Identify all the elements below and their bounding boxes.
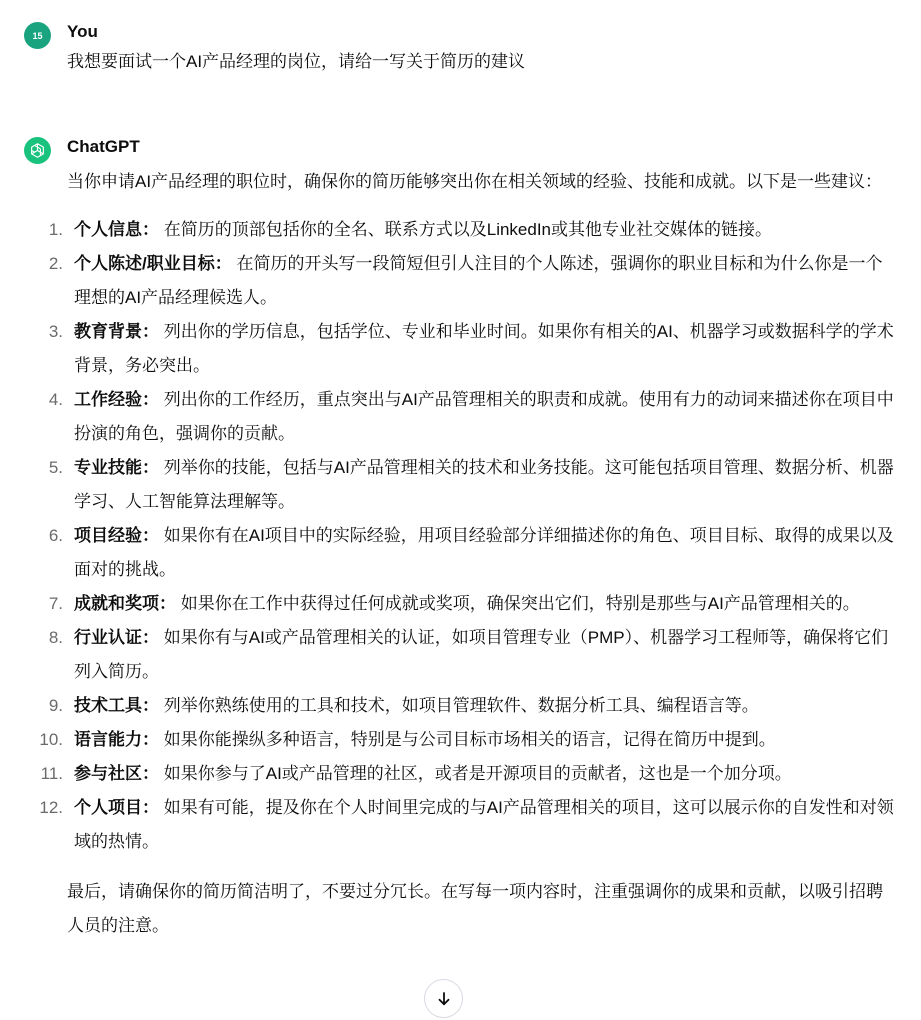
list-item-text: 在简历的顶部包括你的全名、联系方式以及LinkedIn或其他专业社交媒体的链接。 [163, 220, 773, 239]
list-item-title: 技术工具： [74, 696, 159, 715]
assistant-intro: 当你申请AI产品经理的职位时，确保你的简历能够突出你在相关领域的经验、技能和成就。以下是一些建议： [67, 172, 883, 191]
list-item-text: 如果你有与AI或产品管理相关的认证，如项目管理专业（PMP）、机器学习工程师等，确保将它们列入简历。 [74, 628, 889, 681]
list-item-title: 行业认证： [74, 628, 159, 647]
list-item-title: 个人项目： [74, 798, 159, 817]
list-item-text: 如果你有在AI项目中的实际经验，用项目经验部分详细描述你的角色、项目目标、取得的成果以及面对的挑战。 [74, 526, 894, 579]
user-author-name: You [67, 22, 98, 41]
list-item [48, 621, 896, 689]
list-item-title: 个人陈述/职业目标： [74, 254, 232, 273]
list-item [48, 451, 896, 519]
list-item [48, 247, 896, 315]
list-number: 11. [40, 764, 63, 783]
list-item [48, 383, 896, 451]
list-item-title: 参与社区： [74, 764, 159, 783]
list-item-text: 如果你能操纵多种语言，特别是与公司目标市场相关的语言，记得在简历中提到。 [163, 730, 776, 749]
list-number: 2. [48, 254, 63, 273]
assistant-closing: 最后，请确保你的简历简洁明了，不要过分冗长。在写每一项内容时，注重强调你的成果和贡献，以吸引招聘人员的注意。 [67, 882, 883, 935]
list-item [48, 689, 896, 723]
list-item-text: 如果你参与了AI或产品管理的社区，或者是开源项目的贡献者，这也是一个加分项。 [163, 764, 792, 783]
list-item-text: 如果你在工作中获得过任何成就或奖项，确保突出它们，特别是那些与AI产品管理相关的。 [180, 594, 860, 613]
assistant-message-body [39, 165, 896, 943]
list-item [48, 315, 896, 383]
list-item-title: 项目经验： [74, 526, 159, 545]
list-item-text: 列举你熟练使用的工具和技术，如项目管理软件、数据分析工具、编程语言等。 [163, 696, 759, 715]
list-number: 7. [48, 594, 63, 613]
user-avatar-label: 15 [32, 30, 43, 41]
openai-logo-icon [24, 137, 51, 164]
list-item-title: 个人信息： [74, 220, 159, 239]
list-number: 9. [48, 696, 63, 715]
list-item [39, 723, 896, 757]
list-item [48, 213, 896, 247]
list-item [48, 587, 896, 621]
assistant-author-name: ChatGPT [67, 137, 140, 156]
list-number: 6. [48, 526, 63, 545]
list-item-text: 如果有可能，提及你在个人时间里完成的与AI产品管理相关的项目，这可以展示你的自发性和对领域的热情。 [74, 798, 894, 851]
tips-list [39, 213, 896, 859]
list-item [39, 791, 896, 859]
list-number: 4. [48, 390, 63, 409]
list-number: 12. [39, 798, 63, 817]
list-item [40, 757, 896, 791]
list-number: 1. [48, 220, 63, 239]
user-message-text: 我想要面试一个AI产品经理的岗位，请给一写关于简历的建议 [67, 52, 526, 71]
list-item-title: 专业技能： [74, 458, 159, 477]
list-item-title: 语言能力： [74, 730, 159, 749]
list-item-title: 成就和奖项： [74, 594, 176, 613]
list-item-text: 在简历的开头写一段简短但引人注目的个人陈述，强调你的职业目标和为什么你是一个理想的AI产品经理候选人。 [74, 254, 883, 307]
arrow-down-icon [435, 990, 453, 1008]
list-item [48, 519, 896, 587]
list-item-text: 列出你的工作经历，重点突出与AI产品管理相关的职责和成就。使用有力的动词来描述你在项目中扮演的角色，强调你的贡献。 [74, 390, 894, 443]
scroll-to-bottom-button[interactable] [424, 979, 463, 1018]
list-number: 3. [48, 322, 63, 341]
list-number: 8. [48, 628, 63, 647]
list-item-text: 列出你的学历信息，包括学位、专业和毕业时间。如果你有相关的AI、机器学习或数据科学的学术背景，务必突出。 [74, 322, 894, 375]
user-avatar [24, 22, 51, 49]
list-item-title: 工作经验： [74, 390, 159, 409]
list-number: 5. [48, 458, 63, 477]
list-number: 10. [39, 730, 63, 749]
list-item-text: 列举你的技能，包括与AI产品管理相关的技术和业务技能。这可能包括项目管理、数据分析、机器学习、人工智能算法理解等。 [74, 458, 894, 511]
list-item-title: 教育背景： [74, 322, 159, 341]
